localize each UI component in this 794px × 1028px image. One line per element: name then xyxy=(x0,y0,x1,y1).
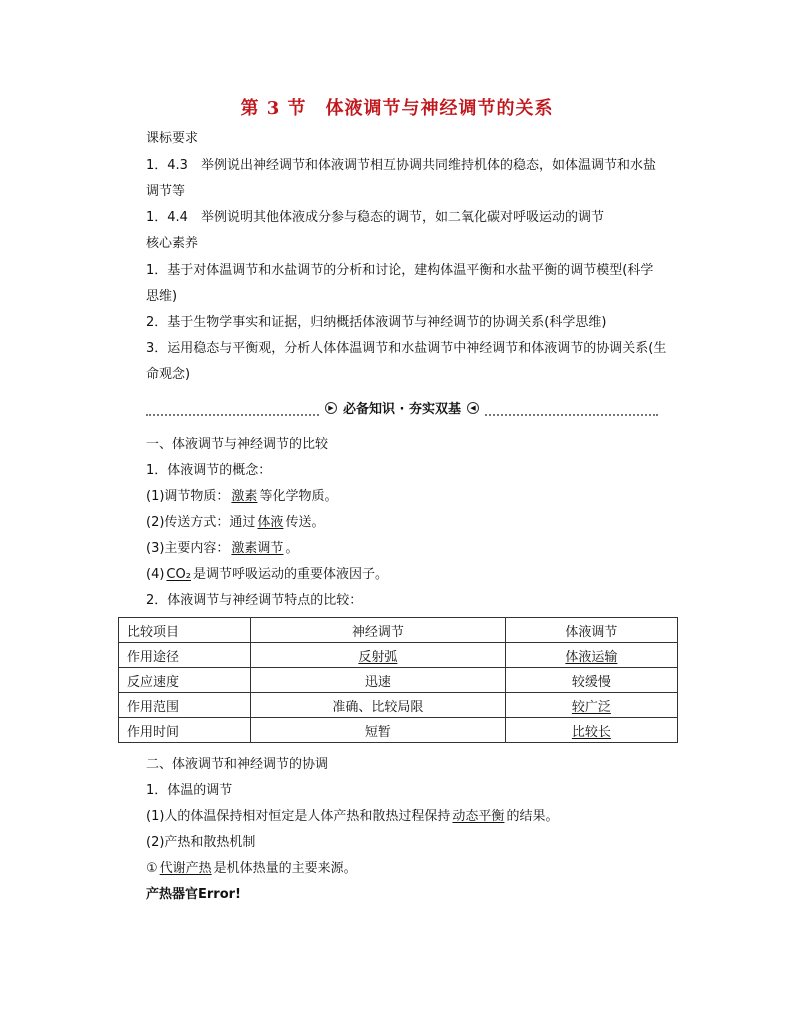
course-requirements-heading: 课标要求 xyxy=(146,131,199,146)
fill-line-5: (1)人的体温保持相对恒定是人体产热和散热过程保持 动态平衡 的结果。 xyxy=(146,809,559,824)
banner-text: 必备知识 · 夯实双基 xyxy=(343,402,461,417)
table-row xyxy=(119,668,678,693)
banner-label xyxy=(319,398,485,417)
table-cell xyxy=(505,693,677,718)
table-cell: 反应速度 xyxy=(119,668,251,693)
literacy-line-4: 3．运用稳态与平衡观，分析人体体温调节和水盐调节中神经调节和体液调节的协调关系(生 xyxy=(146,341,667,356)
fill-line-1: (1)调节物质： 激素 等化学物质。 xyxy=(146,489,338,504)
table-header-cell: 比较项目 xyxy=(119,618,251,643)
section2-heading: 二、体液调节和神经调节的协调 xyxy=(146,757,329,772)
play-right-icon: ▶ xyxy=(325,402,337,414)
fill-line-6: ① 代谢产热 是机体热量的主要来源。 xyxy=(146,861,357,876)
requirement-line-1: 1．4.3 举例说出神经调节和体液调节相互协调共同维持机体的稳态，如体温调节和水盐 xyxy=(146,158,656,173)
requirement-line-3: 1．4.4 举例说明其他体液成分参与稳态的调节，如二氧化碳对呼吸运动的调节 xyxy=(146,210,604,225)
table-header-row xyxy=(119,618,678,643)
table-row xyxy=(119,718,678,743)
answer-blank: 代谢产热 xyxy=(159,861,212,876)
table-cell: 作用途径 xyxy=(119,643,251,668)
requirement-line-2: 调节等 xyxy=(146,184,186,199)
page-title: 第 3 节 体液调节与神经调节的关系 xyxy=(240,98,554,119)
literacy-line-5: 命观念) xyxy=(146,367,191,382)
section1-sub2: 2．体液调节与神经调节特点的比较： xyxy=(146,593,363,608)
answer-blank: 激素 xyxy=(231,489,258,504)
table-cell: 较缓慢 xyxy=(505,668,677,693)
fill-line-3: (3)主要内容： 激素调节 。 xyxy=(146,541,299,556)
answer-blank: 比较长 xyxy=(571,724,611,740)
table-header-cell: 神经调节 xyxy=(251,618,506,643)
table-cell: 作用时间 xyxy=(119,718,251,743)
table-row xyxy=(119,693,678,718)
answer-blank: 体液运输 xyxy=(565,649,618,665)
literacy-line-1: 1．基于对体温调节和水盐调节的分析和讨论，建构体温平衡和水盐平衡的调节模型(科学 xyxy=(146,263,654,278)
answer-blank: 较广泛 xyxy=(571,699,611,715)
fill-line-4: (4) CO₂ 是调节呼吸运动的重要体液因子。 xyxy=(146,567,388,582)
section2-p2: (2)产热和散热机制 xyxy=(146,835,256,850)
core-literacy-heading: 核心素养 xyxy=(146,236,199,251)
table-cell: 作用范围 xyxy=(119,693,251,718)
table-row xyxy=(119,643,678,668)
table-cell xyxy=(251,643,506,668)
table-cell: 迅速 xyxy=(251,668,506,693)
answer-blank: 动态平衡 xyxy=(452,809,505,824)
table-cell xyxy=(505,718,677,743)
answer-blank: 反射弧 xyxy=(358,649,398,665)
answer-blank: 体液 xyxy=(257,515,284,530)
comparison-table xyxy=(118,617,678,743)
literacy-line-2: 思维) xyxy=(146,289,178,304)
answer-blank: 激素调节 xyxy=(231,541,284,556)
answer-blank: CO₂ xyxy=(166,567,191,582)
table-cell: 准确、比较局限 xyxy=(251,693,506,718)
section1-heading: 一、体液调节与神经调节的比较 xyxy=(146,437,329,452)
play-left-icon: ◀ xyxy=(467,402,479,414)
section-banner xyxy=(146,398,658,416)
section2-sub1: 1．体温的调节 xyxy=(146,783,233,798)
section2-p4: 产热器官Error! xyxy=(146,887,241,902)
table-cell: 短暂 xyxy=(251,718,506,743)
literacy-line-3: 2．基于生物学事实和证据，归纳概括体液调节与神经调节的协调关系(科学思维) xyxy=(146,315,607,330)
section1-sub1: 1．体液调节的概念： xyxy=(146,463,272,478)
table-header-cell: 体液调节 xyxy=(505,618,677,643)
fill-line-2: (2)传送方式：通过 体液 传送。 xyxy=(146,515,325,530)
table-cell xyxy=(505,643,677,668)
